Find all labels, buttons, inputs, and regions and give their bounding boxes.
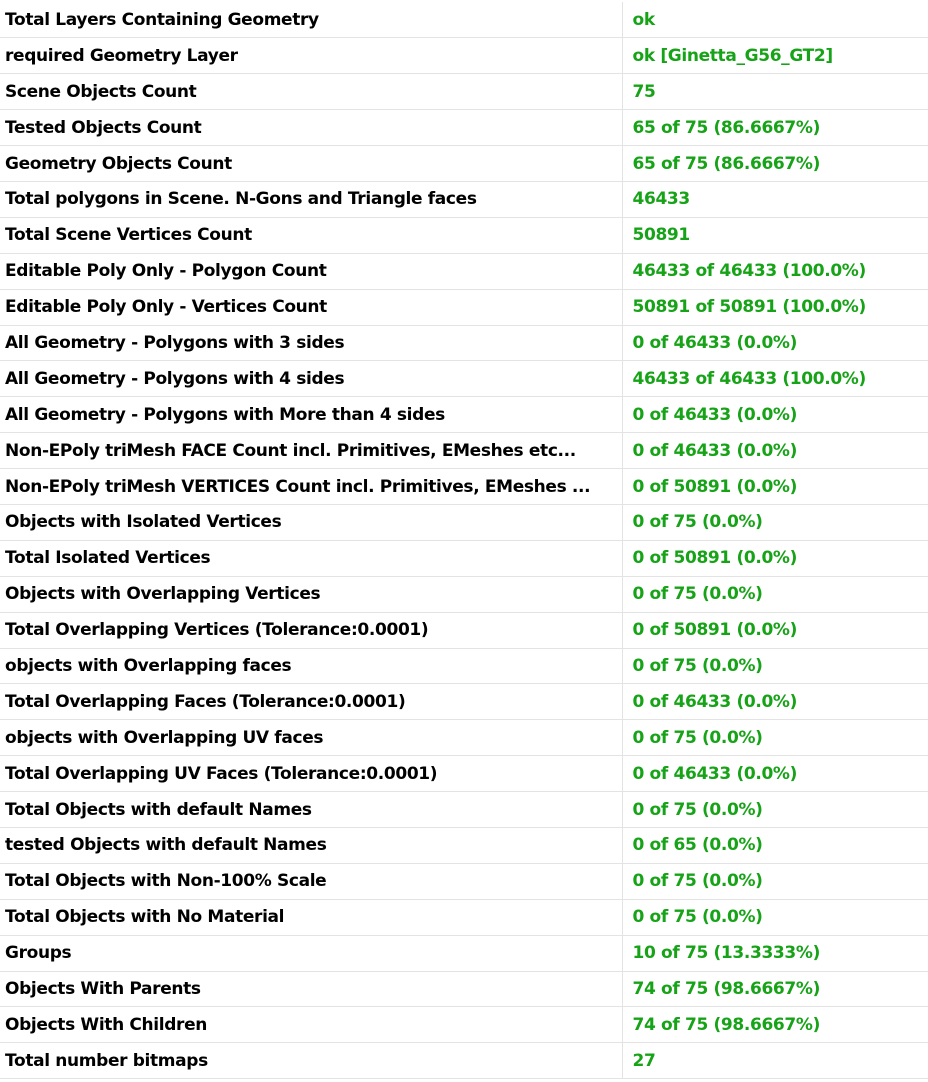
row-value: 0 of 50891 (0.0%) <box>622 540 928 576</box>
row-label: Total Overlapping Vertices (Tolerance:0.0001) <box>0 612 622 648</box>
row-value: 65 of 75 (86.6667%) <box>622 110 928 146</box>
table-row <box>0 146 928 182</box>
row-label: Editable Poly Only - Vertices Count <box>0 289 622 325</box>
row-label: Editable Poly Only - Polygon Count <box>0 253 622 289</box>
row-value: 0 of 46433 (0.0%) <box>622 325 928 361</box>
table-row <box>0 1043 928 1079</box>
row-label: Total Isolated Vertices <box>0 540 622 576</box>
table-row <box>0 253 928 289</box>
row-value: 0 of 75 (0.0%) <box>622 720 928 756</box>
row-value: 0 of 46433 (0.0%) <box>622 756 928 792</box>
row-label: Geometry Objects Count <box>0 146 622 182</box>
row-label: Objects with Isolated Vertices <box>0 504 622 540</box>
row-label: Total Scene Vertices Count <box>0 217 622 253</box>
table-row <box>0 648 928 684</box>
table-row <box>0 325 928 361</box>
table-row <box>0 74 928 110</box>
row-value: 0 of 50891 (0.0%) <box>622 612 928 648</box>
row-value: 0 of 75 (0.0%) <box>622 899 928 935</box>
table-row <box>0 504 928 540</box>
table-row <box>0 397 928 433</box>
row-label: Objects with Overlapping Vertices <box>0 576 622 612</box>
row-value: 46433 <box>622 181 928 217</box>
row-label: Objects With Parents <box>0 971 622 1007</box>
row-label: Non-EPoly triMesh FACE Count incl. Primitives, EMeshes etc... <box>0 433 622 469</box>
row-value: 0 of 50891 (0.0%) <box>622 469 928 505</box>
table-row <box>0 433 928 469</box>
row-label: All Geometry - Polygons with More than 4 sides <box>0 397 622 433</box>
table-row <box>0 110 928 146</box>
row-label: Total Objects with Non-100% Scale <box>0 863 622 899</box>
row-value: 0 of 46433 (0.0%) <box>622 397 928 433</box>
table-row <box>0 1007 928 1043</box>
table-row <box>0 181 928 217</box>
table-row <box>0 612 928 648</box>
table-row <box>0 38 928 74</box>
table-row <box>0 289 928 325</box>
row-value: 0 of 46433 (0.0%) <box>622 433 928 469</box>
row-value: ok [Ginetta_G56_GT2] <box>622 38 928 74</box>
table-row <box>0 217 928 253</box>
row-value: 0 of 75 (0.0%) <box>622 792 928 828</box>
table-row <box>0 361 928 397</box>
row-label: Tested Objects Count <box>0 110 622 146</box>
row-label: Groups <box>0 935 622 971</box>
row-label: objects with Overlapping faces <box>0 648 622 684</box>
row-label: All Geometry - Polygons with 4 sides <box>0 361 622 397</box>
row-label: All Geometry - Polygons with 3 sides <box>0 325 622 361</box>
row-label: Scene Objects Count <box>0 74 622 110</box>
table-row <box>0 469 928 505</box>
row-label: tested Objects with default Names <box>0 827 622 863</box>
row-value: 0 of 65 (0.0%) <box>622 827 928 863</box>
row-value: 74 of 75 (98.6667%) <box>622 971 928 1007</box>
table-row <box>0 2 928 38</box>
table-row <box>0 684 928 720</box>
row-value: 65 of 75 (86.6667%) <box>622 146 928 182</box>
row-value: 50891 of 50891 (100.0%) <box>622 289 928 325</box>
row-value: 0 of 75 (0.0%) <box>622 648 928 684</box>
row-value: 0 of 75 (0.0%) <box>622 504 928 540</box>
table-row <box>0 971 928 1007</box>
row-label: Total Overlapping Faces (Tolerance:0.0001) <box>0 684 622 720</box>
row-value: 46433 of 46433 (100.0%) <box>622 253 928 289</box>
table-row <box>0 827 928 863</box>
table-row <box>0 756 928 792</box>
report-rows <box>0 2 928 1079</box>
table-row <box>0 540 928 576</box>
row-label: Total polygons in Scene. N-Gons and Triangle faces <box>0 181 622 217</box>
row-value: ok <box>622 2 928 38</box>
row-value: 46433 of 46433 (100.0%) <box>622 361 928 397</box>
row-value: 50891 <box>622 217 928 253</box>
row-label: Total Objects with default Names <box>0 792 622 828</box>
row-label: objects with Overlapping UV faces <box>0 720 622 756</box>
table-row <box>0 792 928 828</box>
table-row <box>0 935 928 971</box>
row-value: 27 <box>622 1043 928 1079</box>
row-value: 10 of 75 (13.3333%) <box>622 935 928 971</box>
row-value: 0 of 46433 (0.0%) <box>622 684 928 720</box>
table-row <box>0 899 928 935</box>
table-row <box>0 863 928 899</box>
table-row <box>0 720 928 756</box>
row-label: Total Objects with No Material <box>0 899 622 935</box>
row-label: Total Layers Containing Geometry <box>0 2 622 38</box>
row-label: Total number bitmaps <box>0 1043 622 1079</box>
row-label: Objects With Children <box>0 1007 622 1043</box>
row-label: Total Overlapping UV Faces (Tolerance:0.0001) <box>0 756 622 792</box>
row-value: 75 <box>622 74 928 110</box>
row-value: 0 of 75 (0.0%) <box>622 863 928 899</box>
row-value: 0 of 75 (0.0%) <box>622 576 928 612</box>
table-row <box>0 576 928 612</box>
scene-report-table <box>0 2 928 1079</box>
row-value: 74 of 75 (98.6667%) <box>622 1007 928 1043</box>
row-label: required Geometry Layer <box>0 38 622 74</box>
row-label: Non-EPoly triMesh VERTICES Count incl. Primitives, EMeshes ... <box>0 469 622 505</box>
